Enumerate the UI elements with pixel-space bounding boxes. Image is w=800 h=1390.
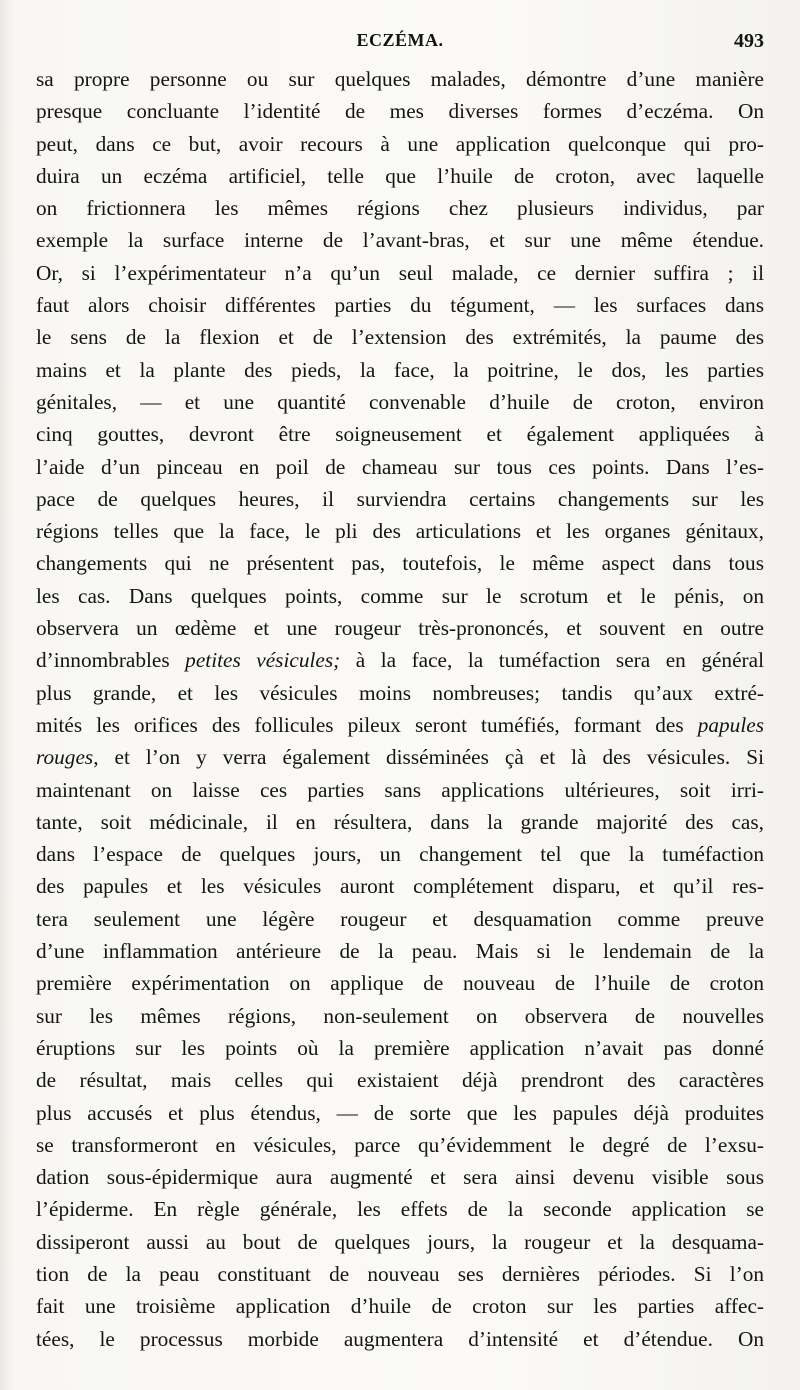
- text-segment: faut alors choisir différentes parties du tégument, — les surfaces dans: [36, 293, 764, 318]
- text-line: [36, 1226, 764, 1258]
- text-segment: éruptions sur les points où la première application n’avait pas donné: [36, 1035, 764, 1060]
- text-line: [36, 95, 764, 127]
- text-segment: tante, soit médicinale, il en résultera, dans la grande majorité des cas,: [36, 809, 764, 834]
- text-segment: se transformeront en vésicules, parce qu’évidemment le degré de l’exsu-: [36, 1132, 764, 1157]
- text-segment: d’innombrables: [36, 648, 186, 673]
- text-segment: plus grande, et les vésicules moins nombreuses; tandis qu’aux extré-: [36, 680, 764, 705]
- text-segment: dissiperont aussi au bout de quelques jours, la rougeur et la desquama-: [36, 1229, 764, 1254]
- text-segment: tera seulement une légère rougeur et desquamation comme preuve: [36, 906, 764, 931]
- text-line: [36, 1064, 764, 1096]
- text-segment: dans l’espace de quelques jours, un changement tel que la tuméfaction: [36, 842, 764, 867]
- text-segment: de résultat, mais celles qui existaient déjà prendront des caractères: [36, 1068, 764, 1093]
- text-segment: cinq gouttes, devront être soigneusement et également appliquées à: [36, 422, 764, 447]
- text-line: [36, 1129, 764, 1161]
- text-segment: mains et la plante des pieds, la face, la poitrine, le dos, les parties: [36, 357, 764, 382]
- text-segment: tion de la peau constituant de nouveau ses dernières périodes. Si l’on: [36, 1261, 764, 1286]
- text-segment: observera un œdème et une rougeur très-prononcés, et souvent en outre: [36, 616, 764, 641]
- text-line: [36, 1000, 764, 1032]
- text-line: [36, 838, 764, 870]
- text-line: [36, 547, 764, 579]
- text-line: [36, 1097, 764, 1129]
- page-number: 493: [734, 30, 764, 52]
- text-segment: l’épiderme. En règle générale, les effets de la seconde application se: [36, 1197, 764, 1222]
- text-segment: plus accusés et plus étendus, — de sorte que les papules déjà produites: [36, 1100, 764, 1125]
- running-head: [36, 30, 764, 58]
- text-segment: exemple la surface interne de l’avant-bras, et sur une même étendue.: [36, 228, 764, 253]
- text-line: [36, 1323, 764, 1355]
- text-line: [36, 677, 764, 709]
- text-segment: duira un eczéma artificiel, telle que l’huile de croton, avec laquelle: [36, 163, 764, 188]
- text-segment: mités les orifices des follicules pileux seront tuméfiés, formant des: [36, 712, 698, 737]
- text-segment: fait une troisième application d’huile de croton sur les parties affec-: [36, 1294, 764, 1319]
- italic-text-segment: rouges: [36, 745, 94, 770]
- text-line: [36, 870, 764, 902]
- text-segment: d’une inflammation antérieure de la peau. Mais si le lendemain de la: [36, 939, 764, 964]
- text-line: [36, 741, 764, 773]
- text-line: [36, 418, 764, 450]
- text-segment: sur les mêmes régions, non-seulement on observera de nouvelles: [36, 1003, 764, 1028]
- text-line: [36, 386, 764, 418]
- text-line: [36, 903, 764, 935]
- text-line: [36, 63, 764, 95]
- text-line: [36, 128, 764, 160]
- text-line: [36, 935, 764, 967]
- text-segment: maintenant on laisse ces parties sans applications ultérieures, soit irri-: [36, 777, 764, 802]
- text-segment: à la face, la tuméfaction sera en général: [340, 648, 764, 673]
- text-line: [36, 192, 764, 224]
- text-segment: génitales, — et une quantité convenable d’huile de croton, environ: [36, 389, 764, 414]
- text-segment: régions telles que la face, le pli des articulations et les organes génitaux,: [36, 519, 764, 544]
- text-segment: on frictionnera les mêmes régions chez plusieurs individus, par: [36, 196, 764, 221]
- text-line: [36, 967, 764, 999]
- text-line: [36, 224, 764, 256]
- text-line: [36, 1161, 764, 1193]
- text-segment: dation sous-épidermique aura augmenté et sera ainsi devenu visible sous: [36, 1165, 764, 1190]
- text-line: [36, 644, 764, 676]
- text-line: [36, 515, 764, 547]
- text-line: [36, 289, 764, 321]
- text-segment: pace de quelques heures, il surviendra certains changements sur les: [36, 486, 764, 511]
- text-segment: Or, si l’expérimentateur n’a qu’un seul malade, ce dernier suffira ; il: [36, 260, 764, 285]
- text-line: [36, 160, 764, 192]
- italic-text-segment: papules: [697, 712, 764, 737]
- text-line: [36, 257, 764, 289]
- text-segment: le sens de la flexion et de l’extension des extrémités, la paume des: [36, 325, 764, 350]
- text-segment: changements qui ne présentent pas, toutefois, le même aspect dans tous: [36, 551, 764, 576]
- text-segment: peut, dans ce but, avoir recours à une application quelconque qui pro-: [36, 131, 764, 156]
- running-title: ECZÉMA.: [356, 30, 444, 50]
- text-line: [36, 483, 764, 515]
- text-line: [36, 806, 764, 838]
- text-line: [36, 354, 764, 386]
- text-line: [36, 1258, 764, 1290]
- text-segment: des papules et les vésicules auront complétement disparu, et qu’il res-: [36, 874, 764, 899]
- text-segment: les cas. Dans quelques points, comme sur le scrotum et le pénis, on: [36, 583, 764, 608]
- text-line: [36, 451, 764, 483]
- text-line: [36, 321, 764, 353]
- text-segment: première expérimentation on applique de nouveau de l’huile de croton: [36, 971, 764, 996]
- text-line: [36, 1032, 764, 1064]
- text-line: [36, 709, 764, 741]
- italic-text-segment: petites vésicules;: [185, 648, 341, 673]
- body-text: [36, 63, 764, 1355]
- text-segment: , et l’on y verra également disséminées çà et là des vésicules. Si: [93, 745, 764, 770]
- text-segment: l’aide d’un pinceau en poil de chameau sur tous ces points. Dans l’es-: [36, 454, 764, 479]
- text-line: [36, 1193, 764, 1225]
- text-line: [36, 612, 764, 644]
- text-line: [36, 1290, 764, 1322]
- text-line: [36, 774, 764, 806]
- text-segment: presque concluante l’identité de mes diverses formes d’eczéma. On: [36, 99, 764, 124]
- text-line: [36, 580, 764, 612]
- text-segment: sa propre personne ou sur quelques malades, démontre d’une manière: [36, 67, 764, 91]
- text-segment: tées, le processus morbide augmentera d’intensité et d’étendue. On: [36, 1326, 764, 1351]
